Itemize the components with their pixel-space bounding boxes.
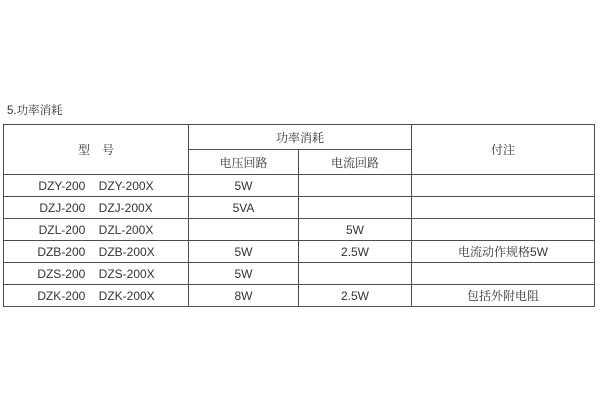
notes-cell	[412, 175, 595, 197]
header-voltage-circuit: 电压回路	[189, 150, 299, 175]
model-cell: DZS-200 DZS-200X	[4, 263, 189, 285]
voltage-cell: 5W	[189, 263, 299, 285]
header-current-circuit: 电流回路	[299, 150, 412, 175]
current-cell	[299, 197, 412, 219]
power-consumption-table	[3, 124, 595, 307]
model-cell: DZL-200 DZL-200X	[4, 219, 189, 241]
notes-cell	[412, 219, 595, 241]
voltage-cell: 5W	[189, 241, 299, 263]
notes-cell	[412, 263, 595, 285]
current-cell: 5W	[299, 219, 412, 241]
voltage-cell	[189, 219, 299, 241]
section-title: 5.功率消耗	[7, 105, 63, 117]
model-cell: DZJ-200 DZJ-200X	[4, 197, 189, 219]
current-cell: 2.5W	[299, 285, 412, 307]
table-row	[4, 241, 595, 263]
table-row	[4, 219, 595, 241]
voltage-cell: 5W	[189, 175, 299, 197]
header-model: 型 号	[4, 125, 189, 175]
current-cell: 2.5W	[299, 241, 412, 263]
model-cell: DZB-200 DZB-200X	[4, 241, 189, 263]
header-power-group: 功率消耗	[189, 125, 412, 150]
voltage-cell: 8W	[189, 285, 299, 307]
header-notes: 付注	[412, 125, 595, 175]
model-cell: DZK-200 DZK-200X	[4, 285, 189, 307]
table-row	[4, 285, 595, 307]
notes-cell: 包括外附电阻	[412, 285, 595, 307]
table-row	[4, 197, 595, 219]
table-header-row-1	[4, 125, 595, 150]
model-cell: DZY-200 DZY-200X	[4, 175, 189, 197]
voltage-cell: 5VA	[189, 197, 299, 219]
current-cell	[299, 175, 412, 197]
notes-cell	[412, 197, 595, 219]
table-row	[4, 263, 595, 285]
current-cell	[299, 263, 412, 285]
table-row	[4, 175, 595, 197]
notes-cell: 电流动作规格5W	[412, 241, 595, 263]
